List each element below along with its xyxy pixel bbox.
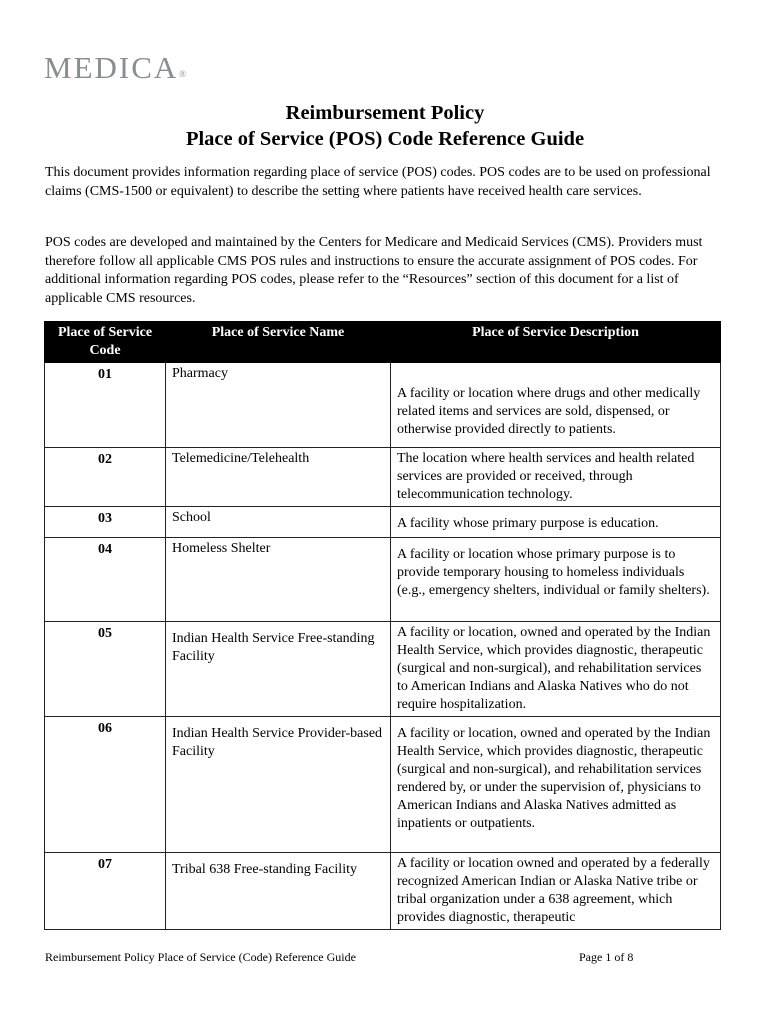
header-code: Place of Service Code (45, 322, 166, 363)
footer-page-number: Page 1 of 8 (579, 950, 634, 964)
document-title (0, 100, 770, 152)
registered-mark: ® (179, 69, 187, 79)
pos-code: 02 (45, 448, 166, 507)
pos-code: 01 (45, 363, 166, 448)
pos-code: 03 (45, 507, 166, 538)
title-line-1: Reimbursement Policy (285, 102, 485, 124)
pos-code: 04 (45, 538, 166, 622)
header-description: Place of Service Description (391, 322, 721, 363)
table-row (45, 622, 721, 717)
header-name: Place of Service Name (166, 322, 391, 363)
intro-paragraph: This document provides information regarding place of service (POS) codes. POS codes are to be used on professional claims (CMS-1500 or equivalent) to describe the setting where patients have received health care services. (45, 165, 711, 199)
table-row (45, 363, 721, 448)
table-row (45, 538, 721, 622)
footer-document-title: Reimbursement Policy Place of Service (Code) Reference Guide (45, 950, 356, 964)
pos-description: A facility or location where drugs and other medically related items and services are sold, dispensed, or otherwise provided directly to patients. (391, 363, 721, 448)
table-header-row (45, 322, 721, 363)
pos-name: Telemedicine/Telehealth (166, 448, 391, 507)
pos-name: Pharmacy (166, 363, 391, 448)
pos-code: 05 (45, 622, 166, 717)
pos-name: Indian Health Service Provider-based Facility (166, 717, 391, 853)
pos-name: Tribal 638 Free-standing Facility (166, 853, 391, 930)
pos-code: 06 (45, 717, 166, 853)
logo-text: MEDICA (44, 50, 179, 85)
pos-name: Homeless Shelter (166, 538, 391, 622)
pos-code-table (44, 321, 721, 930)
table-row (45, 507, 721, 538)
pos-name: School (166, 507, 391, 538)
title-line-2: Place of Service (POS) Code Reference Guide (185, 128, 585, 150)
pos-code: 07 (45, 853, 166, 930)
pos-description: A facility or location, owned and operated by the Indian Health Service, which provides diagnostic, therapeutic (surgical and non-surgical), and rehabilitation services rendered by, or under the supervision of, physicians to American Indians and Alaska Natives admitted as inpatients or outpatients. (391, 717, 721, 853)
pos-description: A facility whose primary purpose is education. (391, 507, 721, 538)
medica-logo (44, 52, 186, 83)
table-row (45, 717, 721, 853)
pos-name: Indian Health Service Free-standing Facility (166, 622, 391, 717)
cms-paragraph: POS codes are developed and maintained by the Centers for Medicare and Medicaid Services (CMS). Providers must therefore follow all applicable CMS POS rules and instructions to ensure the accurate assignment of POS codes. For additional information regarding POS codes, please refer to the “Resources” section of this document for a list of applicable CMS resources. (45, 235, 703, 306)
pos-description: The location where health services and health related services are provided or received, through telecommunication technology. (391, 448, 721, 507)
pos-description: A facility or location, owned and operated by the Indian Health Service, which provides diagnostic, therapeutic (surgical and non-surgical), and rehabilitation services to American Indians and Alaska Natives who do not require hospitalization. (391, 622, 721, 717)
table-row (45, 853, 721, 930)
pos-description: A facility or location whose primary purpose is to provide temporary housing to homeless individuals (e.g., emergency shelters, individual or family shelters). (391, 538, 721, 622)
pos-description: A facility or location owned and operated by a federally recognized American Indian or Alaska Native tribe or tribal organization under a 638 agreement, which provides diagnostic, therapeutic (391, 853, 721, 930)
table-row (45, 448, 721, 507)
